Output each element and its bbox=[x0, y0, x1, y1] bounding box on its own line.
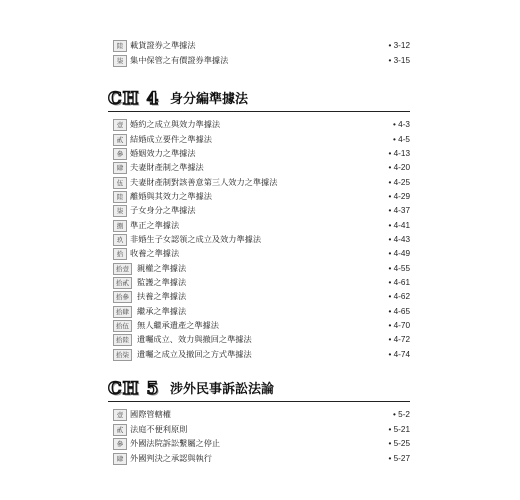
toc-entry-page: • 3-12 bbox=[388, 41, 410, 50]
toc-entry[interactable] bbox=[113, 39, 410, 53]
section-number-badge: 柒 bbox=[113, 55, 127, 67]
toc-entry-page: • 4-29 bbox=[388, 192, 410, 201]
toc-entry-page: • 5-2 bbox=[393, 410, 410, 419]
toc-entry-page: • 4-62 bbox=[388, 292, 410, 301]
toc-entry[interactable] bbox=[113, 190, 410, 204]
toc-entry-title: 婚姻效力之準據法 bbox=[130, 148, 196, 158]
toc-entry[interactable] bbox=[113, 161, 410, 175]
toc-entry[interactable] bbox=[113, 262, 410, 276]
toc-entry[interactable] bbox=[113, 348, 410, 362]
section-number-badge: 肆 bbox=[113, 162, 127, 174]
toc-entry-title: 繼承之準據法 bbox=[137, 306, 187, 316]
chapter-divider bbox=[108, 111, 410, 112]
toc-entry[interactable] bbox=[113, 290, 410, 304]
toc-entry-page: • 5-27 bbox=[388, 454, 410, 463]
toc-entry-title: 無人繼承遺產之準據法 bbox=[137, 320, 219, 330]
toc-entry[interactable] bbox=[113, 452, 410, 466]
toc-entry-title: 集中保管之有價證券準據法 bbox=[130, 55, 229, 65]
section-number-badge: 柒 bbox=[113, 205, 127, 217]
toc-entry-page: • 4-43 bbox=[388, 235, 410, 244]
toc-entry[interactable] bbox=[113, 247, 410, 261]
toc-entry[interactable] bbox=[113, 233, 410, 247]
toc-entry[interactable] bbox=[113, 147, 410, 161]
toc-entry[interactable] bbox=[113, 305, 410, 319]
toc-entry[interactable] bbox=[113, 437, 410, 451]
section-number-badge: 捌 bbox=[113, 220, 127, 232]
toc-entry-page: • 4-37 bbox=[388, 206, 410, 215]
toc-entry-title: 外國法院訴訟繫屬之停止 bbox=[130, 438, 221, 448]
section-number-badge: 拾柒 bbox=[113, 349, 132, 361]
toc-entry-title: 扶養之準據法 bbox=[137, 291, 187, 301]
section-number-badge: 拾肆 bbox=[113, 306, 132, 318]
toc-entry[interactable] bbox=[113, 204, 410, 218]
toc-entry-title: 監護之準據法 bbox=[137, 277, 187, 287]
section-number-badge: 伍 bbox=[113, 177, 127, 189]
toc-entry[interactable] bbox=[113, 118, 410, 132]
section-number-badge: 肆 bbox=[113, 453, 127, 465]
section-number-badge: 壹 bbox=[113, 409, 127, 421]
section-number-badge: 參 bbox=[113, 148, 127, 160]
chapter-label: CH 5 bbox=[108, 379, 160, 399]
toc-entry-page: • 4-13 bbox=[388, 149, 410, 158]
toc-entry-title: 法庭不便利原則 bbox=[130, 424, 188, 434]
section-number-badge: 拾陸 bbox=[113, 334, 132, 346]
section-number-badge: 玖 bbox=[113, 234, 127, 246]
toc-entry-title: 準正之準據法 bbox=[130, 220, 180, 230]
chapter-divider bbox=[108, 401, 410, 402]
section-number-badge: 拾伍 bbox=[113, 320, 132, 332]
section-number-badge: 陸 bbox=[113, 40, 127, 52]
chapter-heading bbox=[108, 379, 410, 405]
toc-entry-title: 親權之準據法 bbox=[137, 263, 187, 273]
toc-entry-page: • 4-74 bbox=[388, 350, 410, 359]
toc-entry[interactable] bbox=[113, 319, 410, 333]
toc-entry-title: 結婚成立要件之準據法 bbox=[130, 134, 212, 144]
toc-entry-page: • 4-5 bbox=[393, 135, 410, 144]
chapter-title: 涉外民事訴訟法論 bbox=[170, 382, 275, 397]
toc-entry[interactable] bbox=[113, 276, 410, 290]
toc-entry[interactable] bbox=[113, 176, 410, 190]
toc-entry-page: • 4-20 bbox=[388, 163, 410, 172]
toc-entry[interactable] bbox=[113, 408, 410, 422]
toc-entry-page: • 4-61 bbox=[388, 278, 410, 287]
section-number-badge: 參 bbox=[113, 438, 127, 450]
toc-entry-page: • 4-3 bbox=[393, 120, 410, 129]
toc-entry-title: 夫妻財產制之準據法 bbox=[130, 162, 204, 172]
toc-entry-page: • 4-49 bbox=[388, 249, 410, 258]
section-number-badge: 陸 bbox=[113, 191, 127, 203]
chapter-label: CH 4 bbox=[108, 89, 160, 109]
section-number-badge: 拾 bbox=[113, 248, 127, 260]
toc-entry-page: • 4-70 bbox=[388, 321, 410, 330]
toc-entry-title: 外國判決之承認與執行 bbox=[130, 453, 212, 463]
toc-entry-title: 國際管轄權 bbox=[130, 409, 171, 419]
toc-entry[interactable] bbox=[113, 333, 410, 347]
section-number-badge: 拾參 bbox=[113, 291, 132, 303]
toc-entry-title: 載貨證券之準據法 bbox=[130, 40, 196, 50]
toc-entry[interactable] bbox=[113, 133, 410, 147]
toc-entry-title: 子女身分之準據法 bbox=[130, 205, 196, 215]
section-number-badge: 壹 bbox=[113, 119, 127, 131]
chapter-heading bbox=[108, 89, 410, 115]
toc-entry-page: • 5-21 bbox=[388, 425, 410, 434]
toc-entry[interactable] bbox=[113, 219, 410, 233]
toc-entry-page: • 4-65 bbox=[388, 307, 410, 316]
toc-entry-title: 婚約之成立與效力準據法 bbox=[130, 119, 221, 129]
section-number-badge: 貳 bbox=[113, 424, 127, 436]
toc-entry-title: 遺囑成立、效力與撤回之準據法 bbox=[137, 334, 252, 344]
toc-entry-page: • 5-25 bbox=[388, 439, 410, 448]
toc-entry-title: 遺囑之成立及撤回之方式準據法 bbox=[137, 349, 252, 359]
toc-entry-page: • 3-15 bbox=[388, 56, 410, 65]
section-number-badge: 貳 bbox=[113, 134, 127, 146]
toc-entry-title: 收養之準據法 bbox=[130, 248, 180, 258]
toc-entry[interactable] bbox=[113, 54, 410, 68]
toc-entry-page: • 4-72 bbox=[388, 335, 410, 344]
toc-entry-title: 離婚與其效力之準據法 bbox=[130, 191, 212, 201]
toc-entry-page: • 4-41 bbox=[388, 221, 410, 230]
chapter-title: 身分編準據法 bbox=[170, 92, 249, 107]
toc-entry-page: • 4-25 bbox=[388, 178, 410, 187]
section-number-badge: 拾壹 bbox=[113, 263, 132, 275]
toc-entry-title: 夫妻財產制對該善意第三人效力之準據法 bbox=[130, 177, 278, 187]
section-number-badge: 拾貳 bbox=[113, 277, 132, 289]
toc-entry-title: 非婚生子女認領之成立及效力準據法 bbox=[130, 234, 262, 244]
toc-entry[interactable] bbox=[113, 423, 410, 437]
toc-entry-page: • 4-55 bbox=[388, 264, 410, 273]
